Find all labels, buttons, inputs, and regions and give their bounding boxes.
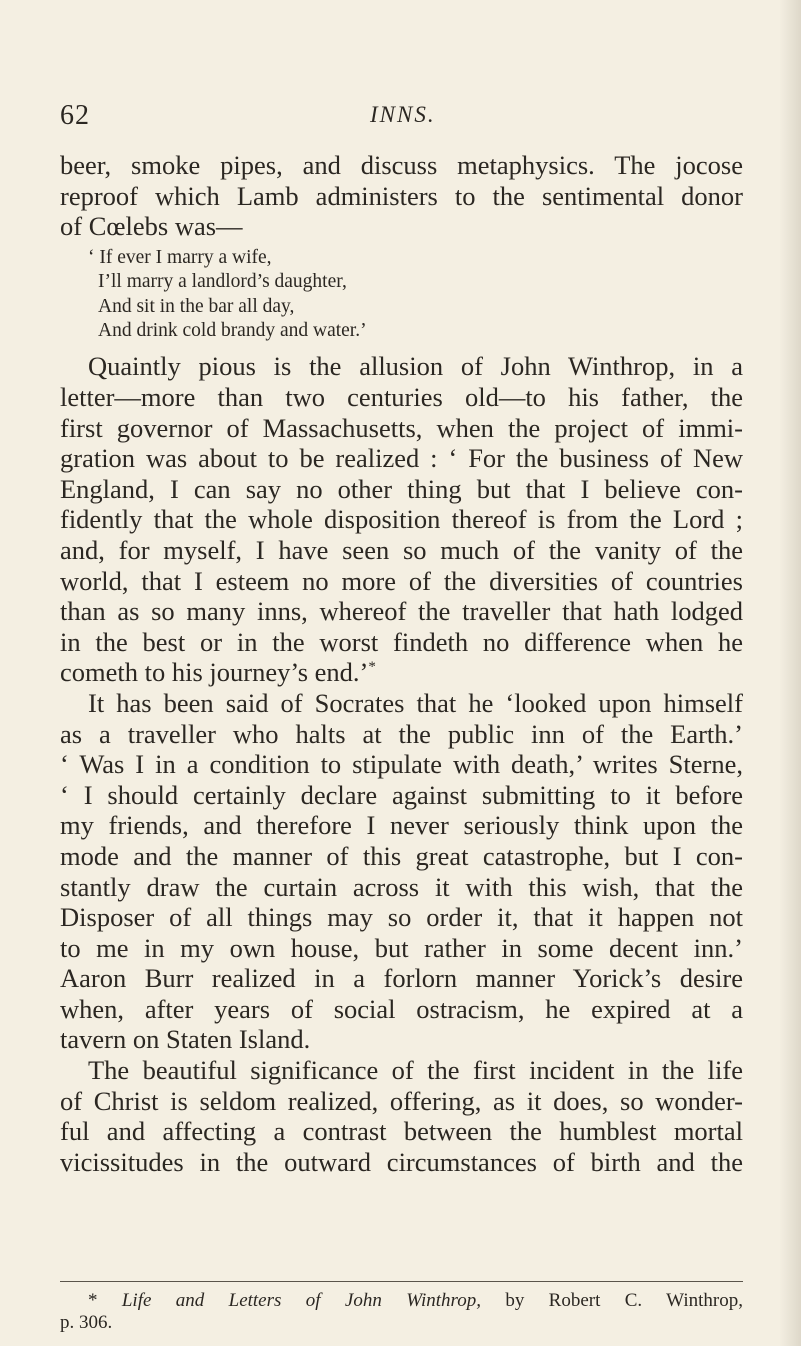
text-line (60, 1024, 743, 1055)
text-line-content: tavern on Staten Island. (60, 1024, 311, 1055)
verse-line: And sit in the bar all day, (98, 295, 295, 317)
text-line: and, for myself, I have seen so much of the vanity of the (60, 534, 743, 565)
verse-line: ‘ If ever I marry a wife, (88, 246, 272, 268)
paragraph-2 (60, 351, 743, 688)
text-line: Aaron Burr realized in a forlorn manner Yorick’s desire (60, 963, 743, 994)
text-line-content: of Cœlebs was— (60, 211, 243, 242)
page-edge-shadow (779, 0, 801, 1346)
footnote-book-title: Life and Letters of John Winthrop, (121, 1290, 481, 1311)
paragraph-4 (60, 1055, 743, 1177)
footnote-line (60, 1290, 743, 1312)
text-line: ‘ I should certainly declare against submitting to it before (60, 779, 743, 810)
text-line: first governor of Massachusetts, when the project of immi- (60, 412, 743, 443)
text-line: when, after years of social ostracism, he expired at a (60, 993, 743, 1024)
text-line: Quaintly pious is the allusion of John Winthrop, in a (88, 351, 743, 382)
text-line: than as so many inns, whereof the traveller that hath lodged (60, 596, 743, 627)
text-line: gration was about to be realized : ‘ For the business of New (60, 443, 743, 474)
text-line: ‘ Was I in a condition to stipulate with death,’ writes Sterne, (60, 749, 743, 780)
text-line: It has been said of Socrates that he ‘looked upon himself (88, 687, 743, 718)
text-line: as a traveller who halts at the public inn of the Earth.’ (60, 718, 743, 749)
running-header (60, 100, 740, 140)
footnote-reference: * (368, 659, 376, 676)
text-line: Disposer of all things may so order it, that it happen not (60, 902, 743, 933)
text-line: vicissitudes in the outward circumstances of birth and the (60, 1146, 743, 1177)
page-number: 62 (60, 100, 90, 131)
text-line: stantly draw the curtain across it with this wish, that the (60, 871, 743, 902)
text-line: The beautiful significance of the first incident in the life (88, 1055, 743, 1086)
paragraph-1 (60, 150, 743, 242)
text-line: England, I can say no other thing but that I believe con- (60, 473, 743, 504)
text-line: reproof which Lamb administers to the sentimental donor (60, 180, 743, 211)
text-line: letter—more than two centuries old—to his father, the (60, 382, 743, 412)
text-line: to me in my own house, but rather in some decent inn.’ (60, 932, 743, 963)
text-line (60, 657, 743, 688)
text-line: mode and the manner of this great catastrophe, but I con- (60, 840, 743, 871)
text-line-content: cometh to his journey’s end.’ (60, 657, 369, 688)
paragraph-3 (60, 688, 743, 1055)
body-text (60, 150, 743, 1177)
footnote (60, 1290, 743, 1334)
text-line: world, that I esteem no more of the diversities of countries (60, 565, 743, 596)
footnote-divider (60, 1281, 743, 1282)
verse-line: I’ll marry a landlord’s daughter, (98, 271, 347, 293)
text-line: ful and affecting a contrast between the humblest mortal (60, 1116, 743, 1147)
footnote-page-ref: p. 306. (60, 1312, 113, 1333)
footnote-author: by Robert C. Winthrop, (480, 1290, 743, 1311)
verse-quote (60, 246, 743, 344)
footnote-mark: * (88, 1290, 98, 1311)
text-line: in the best or in the worst findeth no difference when he (60, 626, 743, 657)
text-line: my friends, and therefore I never seriously think upon the (60, 810, 743, 841)
text-line (60, 211, 743, 242)
text-line: beer, smoke pipes, and discuss metaphysics. The jocose (60, 150, 743, 180)
running-title: INNS. (370, 102, 436, 127)
text-line: fidently that the whole disposition thereof is from the Lord ; (60, 504, 743, 535)
text-line: of Christ is seldom realized, offering, as it does, so wonder- (60, 1085, 743, 1116)
verse-line: And drink cold brandy and water.’ (98, 320, 367, 341)
